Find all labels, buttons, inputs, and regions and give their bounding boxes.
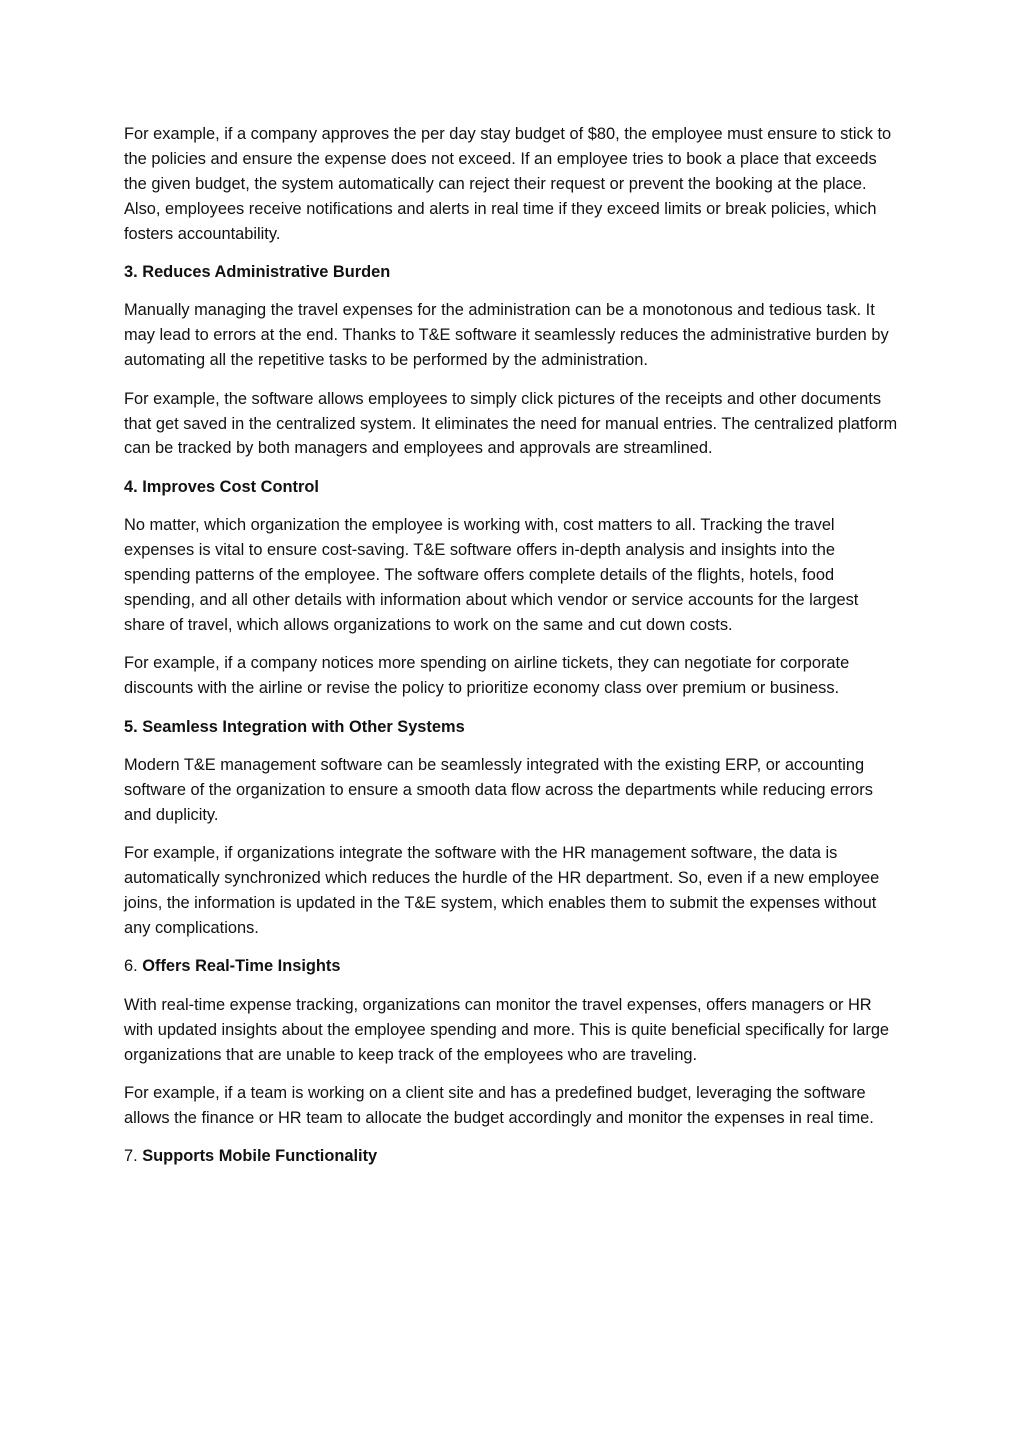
- heading-number: 6.: [124, 957, 138, 976]
- heading-reduces-administrative-burden: [124, 260, 902, 285]
- heading-number: 4.: [124, 477, 138, 496]
- paragraph-airline-example: For example, if a company notices more spending on airline tickets, they can negotiate for corporate discounts with the airline or revise the policy to prioritize economy class over premium or business.: [124, 654, 850, 698]
- heading-title: Offers Real-Time Insights: [142, 957, 341, 976]
- heading-number: 3.: [124, 263, 138, 282]
- heading-title: Reduces Administrative Burden: [142, 263, 391, 282]
- heading-mobile-functionality: [124, 1144, 902, 1169]
- heading-seamless-integration: [124, 715, 902, 740]
- heading-number: 7.: [124, 1147, 138, 1166]
- paragraph-real-time-tracking: With real-time expense tracking, organizations can monitor the travel expenses, offers managers or HR with updated insights about the employee spending and more. This is quite beneficial specifically for large organizations that are unable to keep track of the employees who are traveling.: [124, 995, 890, 1064]
- heading-title: Improves Cost Control: [142, 477, 319, 496]
- paragraph-hr-example: For example, if organizations integrate the software with the HR management software, the data is automatically synchronized which reduces the hurdle of the HR department. So, even if a new employee joins, the information is updated in the T&E system, which enables them to submit the expenses without any complications.: [124, 844, 880, 937]
- heading-real-time-insights: [124, 954, 902, 979]
- heading-title: Seamless Integration with Other Systems: [142, 717, 465, 736]
- paragraph-integration: Modern T&E management software can be seamlessly integrated with the existing ERP, or accounting software of the organization to ensure a smooth data flow across the departments while reducing errors and duplicity.: [124, 756, 873, 824]
- heading-number: 5.: [124, 717, 138, 736]
- heading-improves-cost-control: [124, 475, 902, 500]
- paragraph-budget-example: For example, if a company approves the per day stay budget of $80, the employee must ensure to stick to the policies and ensure the expense does not exceed. If an employee tries to book a place that exceeds the given budget, the system automatically can reject their request or prevent the booking at the place. Also, employees receive notifications and alerts in real time if they exceed limits or break policies, which fosters accountability.: [124, 125, 892, 243]
- paragraph-cost-control: No matter, which organization the employee is working with, cost matters to all. Tracking the travel expenses is vital to ensure cost-saving. T&E software offers in-depth analysis and insights into the spending patterns of the employee. The software offers complete details of the flights, hotels, food spending, and all other details with information about which vendor or service accounts for the largest share of travel, which allows organizations to work on the same and cut down costs.: [124, 516, 859, 634]
- document-page: [124, 122, 902, 1183]
- heading-title: Supports Mobile Functionality: [142, 1147, 378, 1166]
- paragraph-administrative-burden: Manually managing the travel expenses for the administration can be a monotonous and tedious task. It may lead to errors at the end. Thanks to T&E software it seamlessly reduces the administrative burden by automating all the repetitive tasks to be performed by the administration.: [124, 301, 889, 370]
- paragraph-receipts-example: For example, the software allows employees to simply click pictures of the receipts and other documents that get saved in the centralized system. It eliminates the need for manual entries. The centralized platform can be tracked by both managers and employees and approvals are streamlined.: [124, 389, 898, 458]
- paragraph-client-site-example: For example, if a team is working on a client site and has a predefined budget, leveraging the software allows the finance or HR team to allocate the budget accordingly and monitor the expenses in real time.: [124, 1084, 874, 1127]
